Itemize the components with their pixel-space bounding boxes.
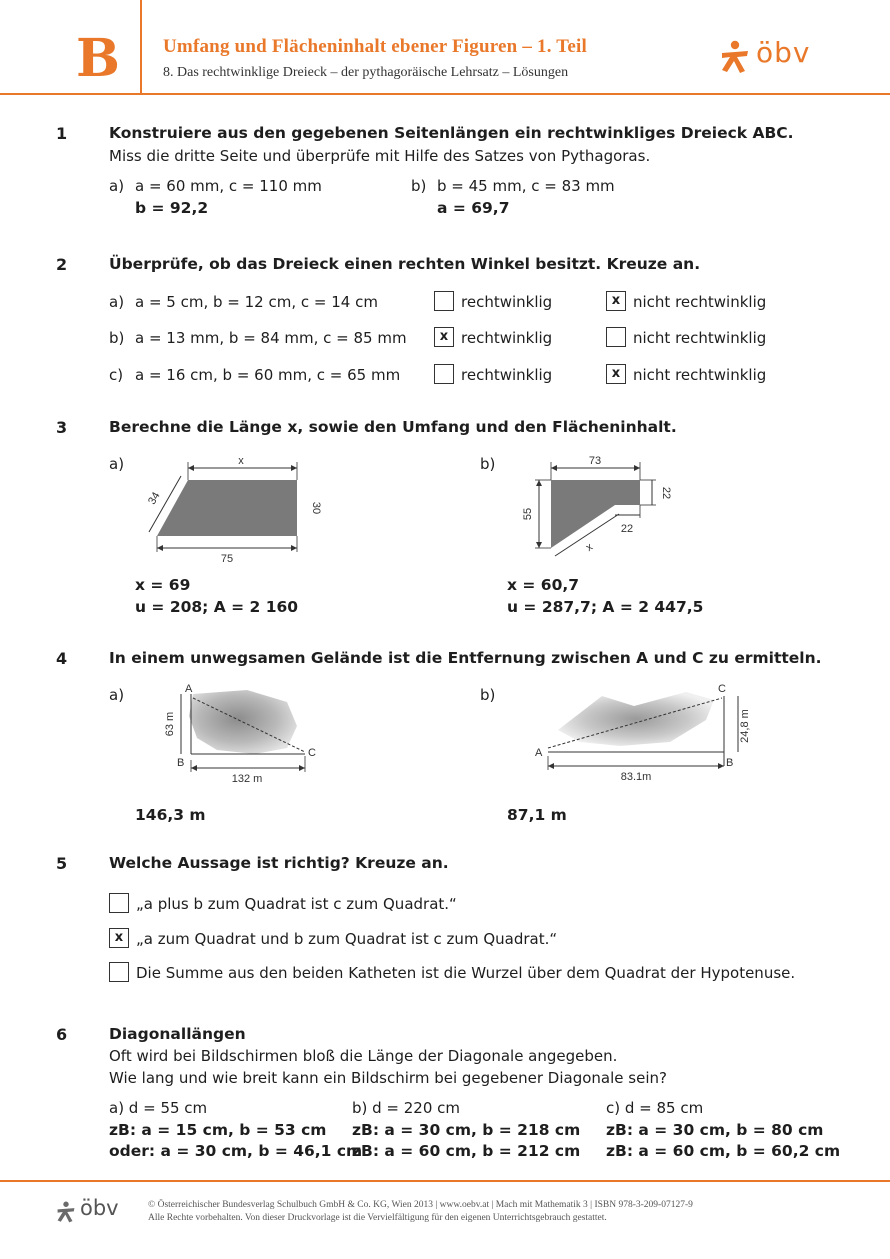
task2-c-yes-label: rechtwinklig	[461, 366, 553, 384]
task4-figure-b	[530, 680, 770, 790]
header-divider-vertical	[140, 0, 142, 94]
pentagon-shape	[551, 480, 640, 548]
page-title: Umfang und Flächeninhalt ebener Figuren – 1. Teil	[163, 36, 587, 57]
point-a: A	[535, 747, 543, 759]
dim-top: 73	[588, 455, 602, 467]
task5-question: Welche Aussage ist richtig? Kreuze an.	[109, 854, 449, 872]
task2-row-c-label: c)	[109, 366, 124, 384]
task6-c-ans2: zB: a = 60 cm, b = 60,2 cm	[606, 1142, 841, 1160]
task2-question: Überprüfe, ob das Dreieck einen rechten Winkel besitzt. Kreuze an.	[109, 255, 701, 273]
dim-inner: 22	[620, 523, 634, 535]
task3-figure-a	[135, 452, 335, 572]
task1-b-label: b)	[411, 177, 427, 195]
dim-height: 63 m	[164, 711, 176, 737]
task2-a-yes-label: rechtwinklig	[461, 293, 553, 311]
task2-number: 2	[56, 255, 68, 274]
publisher-logo	[718, 36, 828, 76]
task5-option1-checkbox[interactable]	[109, 893, 129, 913]
point-b: B	[726, 757, 734, 769]
task1-a-label: a)	[109, 177, 125, 195]
point-c: C	[308, 747, 316, 759]
task1-number: 1	[56, 124, 68, 143]
task2-c-no-label: nicht rechtwinklig	[633, 366, 767, 384]
task2-c-checkbox-no[interactable]: x	[606, 364, 626, 384]
dim-slant-x: x	[583, 540, 595, 555]
task3-b-label: b)	[480, 455, 496, 473]
task2-b-yes-label: rechtwinklig	[461, 329, 553, 347]
task2-row-b-label: b)	[109, 329, 125, 347]
footer-logo-text: öbv	[80, 1196, 119, 1220]
task2-a-checkbox-no[interactable]: x	[606, 291, 626, 311]
footer-rights: Alle Rechte vorbehalten. Von dieser Druckvorlage ist die Vervielfältigung für den eigenen Unterrichtsgebrauch gestattet.	[148, 1213, 607, 1223]
task4-figure-a	[155, 680, 355, 790]
trapezoid-shape	[157, 480, 297, 536]
chapter-letter: B	[76, 28, 120, 89]
task3-a-label: a)	[109, 455, 125, 473]
task2-b-checkbox-no[interactable]	[606, 327, 626, 347]
task2-a-no-label: nicht rechtwinklig	[633, 293, 767, 311]
task5-option2-text: „a zum Quadrat und b zum Quadrat ist c zum Quadrat.“	[136, 930, 558, 948]
dim-right: 22	[660, 486, 672, 500]
task2-row-a-given: a = 5 cm, b = 12 cm, c = 14 cm	[135, 293, 378, 311]
obv-star-icon	[718, 40, 752, 74]
footer-divider	[0, 1180, 890, 1182]
point-b: B	[177, 757, 185, 769]
task2-row-b-given: a = 13 mm, b = 84 mm, c = 85 mm	[135, 329, 407, 347]
task3-a-answer1: x = 69	[135, 576, 191, 594]
terrain-shape	[558, 692, 714, 746]
dim-side: 34	[146, 490, 163, 507]
task2-b-no-label: nicht rechtwinklig	[633, 329, 767, 347]
task4-b-label: b)	[480, 686, 496, 704]
task4-question: In einem unwegsamen Gelände ist die Entfernung zwischen A und C zu ermitteln.	[109, 649, 822, 667]
task1-b-answer: a = 69,7	[437, 199, 510, 217]
task6-a-ans1: zB: a = 15 cm, b = 53 cm	[109, 1121, 327, 1139]
task6-b-head: b) d = 220 cm	[352, 1099, 461, 1117]
task6-b-ans1: zB: a = 30 cm, b = 218 cm	[352, 1121, 581, 1139]
task6-a-head: a) d = 55 cm	[109, 1099, 208, 1117]
task4-a-label: a)	[109, 686, 125, 704]
task3-figure-b	[515, 452, 695, 562]
task5-number: 5	[56, 854, 68, 873]
task1-a-given: a = 60 mm, c = 110 mm	[135, 177, 322, 195]
task6-line2: Wie lang und wie breit kann ein Bildschirm bei gegebener Diagonale sein?	[109, 1069, 667, 1087]
task5-option3-checkbox[interactable]	[109, 962, 129, 982]
task2-row-a-label: a)	[109, 293, 125, 311]
dim-left: 55	[522, 507, 534, 521]
header-divider-horizontal	[0, 93, 890, 95]
point-c: C	[718, 683, 726, 695]
logo-text: öbv	[756, 36, 811, 69]
task5-option3-text: Die Summe aus den beiden Katheten ist die Wurzel über dem Quadrat der Hypotenuse.	[136, 964, 796, 982]
task4-a-answer: 146,3 m	[135, 806, 206, 824]
task6-c-ans1: zB: a = 30 cm, b = 80 cm	[606, 1121, 824, 1139]
task3-a-answer2: u = 208; A = 2 160	[135, 598, 299, 616]
dim-height: 24,8 m	[739, 709, 751, 743]
task2-row-c-given: a = 16 cm, b = 60 mm, c = 65 mm	[135, 366, 401, 384]
footer-copyright: © Österreichischer Bundesverlag Schulbuch GmbH & Co. KG, Wien 2013 | www.oebv.at | Mach mit Mathematik 3 | ISBN 978-3-209-07127-9	[148, 1200, 693, 1210]
dim-base: 132 m	[231, 773, 263, 785]
task1-a-answer: b = 92,2	[135, 199, 209, 217]
dim-height: 30	[310, 501, 322, 515]
task3-b-answer1: x = 60,7	[507, 576, 580, 594]
task3-number: 3	[56, 418, 68, 437]
task2-b-checkbox-yes[interactable]: x	[434, 327, 454, 347]
task6-b-ans2: zB: a = 60 cm, b = 212 cm	[352, 1142, 581, 1160]
task6-number: 6	[56, 1025, 68, 1044]
task1-question: Konstruiere aus den gegebenen Seitenlängen ein rechtwinkliges Dreieck ABC.	[109, 124, 794, 142]
task1-b-given: b = 45 mm, c = 83 mm	[437, 177, 615, 195]
task2-c-checkbox-yes[interactable]	[434, 364, 454, 384]
task3-question: Berechne die Länge x, sowie den Umfang und den Flächeninhalt.	[109, 418, 677, 436]
page-subtitle: 8. Das rechtwinklige Dreieck – der pythagoräische Lehrsatz – Lösungen	[163, 65, 569, 80]
task6-c-head: c) d = 85 cm	[606, 1099, 704, 1117]
task6-line1: Oft wird bei Bildschirmen bloß die Länge der Diagonale angegeben.	[109, 1047, 618, 1065]
task5-option1-text: „a plus b zum Quadrat ist c zum Quadrat.“	[136, 895, 457, 913]
task2-a-checkbox-yes[interactable]	[434, 291, 454, 311]
task5-option2-checkbox[interactable]: x	[109, 928, 129, 948]
task3-b-answer2: u = 287,7; A = 2 447,5	[507, 598, 704, 616]
dim-base: 75	[220, 553, 234, 565]
point-a: A	[185, 683, 193, 695]
obv-star-icon	[55, 1201, 77, 1223]
dim-x: x	[238, 455, 244, 467]
task6-title: Diagonallängen	[109, 1025, 246, 1043]
footer-logo	[55, 1196, 130, 1225]
task4-b-answer: 87,1 m	[507, 806, 567, 824]
dim-base: 83.1m	[620, 771, 652, 783]
task6-a-ans2: oder: a = 30 cm, b = 46,1 cm	[109, 1142, 363, 1160]
task1-instruction: Miss die dritte Seite und überprüfe mit Hilfe des Satzes von Pythagoras.	[109, 147, 651, 165]
task4-number: 4	[56, 649, 68, 668]
